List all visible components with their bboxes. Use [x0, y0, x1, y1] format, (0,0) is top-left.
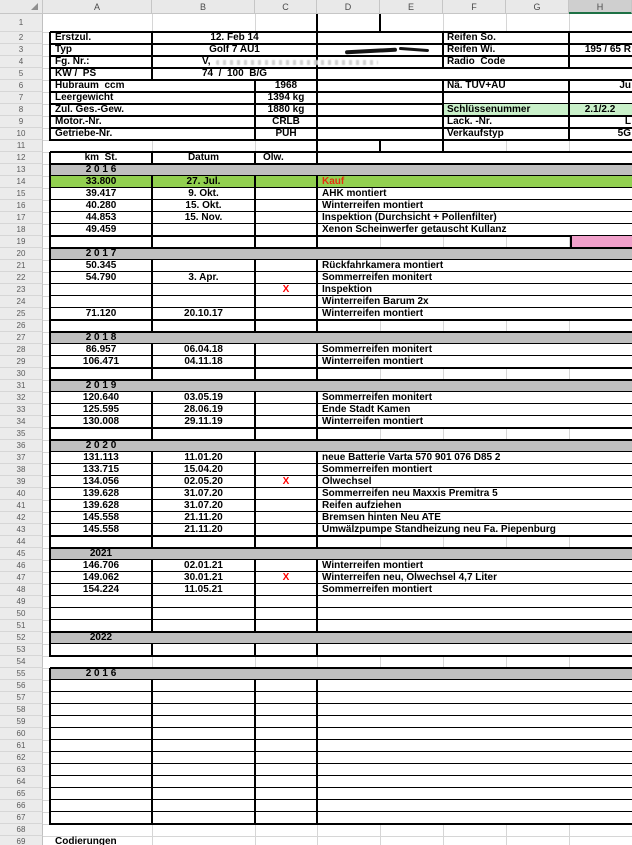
- info-value-r5[interactable]: 74 / 100 B/G: [201, 67, 268, 79]
- cell-date-r42[interactable]: 21.11.20: [184, 511, 223, 523]
- cell-date-r15[interactable]: 9. Okt.: [188, 187, 219, 199]
- cell-km-r39[interactable]: 134.056: [82, 475, 120, 487]
- cell-desc-r41[interactable]: Reifen aufziehen: [322, 499, 402, 511]
- cell-desc-r23[interactable]: Inspektion: [322, 283, 373, 295]
- row-header-19[interactable]: 19: [0, 236, 43, 248]
- row-header-31[interactable]: 31: [0, 380, 43, 392]
- cell-date-r32[interactable]: 03.05.19: [184, 391, 223, 403]
- row-header-14[interactable]: 14: [0, 176, 43, 188]
- row-header-46[interactable]: 46: [0, 560, 43, 572]
- cell-oil-r47[interactable]: X: [282, 571, 290, 583]
- year-label-r55[interactable]: 2 0 1 6: [85, 667, 117, 679]
- row-header-59[interactable]: 59: [0, 716, 43, 728]
- row-header-49[interactable]: 49: [0, 596, 43, 608]
- row-header-36[interactable]: 36: [0, 440, 43, 452]
- cell-km-r42[interactable]: 145.558: [82, 511, 120, 523]
- cell-oil-r39[interactable]: X: [282, 475, 290, 487]
- year-label-r13[interactable]: 2 0 1 6: [85, 163, 117, 175]
- cell-date-r47[interactable]: 30.01.21: [184, 571, 223, 583]
- cell-km-r34[interactable]: 130.008: [82, 415, 120, 427]
- row-header-68[interactable]: 68: [0, 824, 43, 836]
- year-label-r52[interactable]: 2022: [89, 631, 113, 643]
- row-header-44[interactable]: 44: [0, 536, 43, 548]
- cell-date-r28[interactable]: 06.04.18: [184, 343, 223, 355]
- cell-desc-r15[interactable]: AHK montiert: [322, 187, 387, 199]
- info-value-r4[interactable]: V,: [202, 55, 211, 67]
- cell-desc-r21[interactable]: Rückfahrkamera montiert: [322, 259, 444, 271]
- row-header-7[interactable]: 7: [0, 92, 43, 104]
- row-header-27[interactable]: 27: [0, 332, 43, 344]
- row-header-1[interactable]: 1: [0, 14, 43, 32]
- row-header-35[interactable]: 35: [0, 428, 43, 440]
- row-header-63[interactable]: 63: [0, 764, 43, 776]
- column-header-D[interactable]: D: [317, 0, 380, 14]
- info-rlabel-r6[interactable]: Nä. TÜV+AU: [447, 79, 506, 91]
- row-header-26[interactable]: 26: [0, 320, 43, 332]
- cell-desc-r48[interactable]: Sommerreifen montiert: [322, 583, 433, 595]
- info-value-r7[interactable]: 1394 kg: [267, 91, 305, 103]
- cell-km-r46[interactable]: 146.706: [82, 559, 120, 571]
- cell-km-r47[interactable]: 149.062: [82, 571, 120, 583]
- cell-date-r39[interactable]: 02.05.20: [184, 475, 223, 487]
- row-header-45[interactable]: 45: [0, 548, 43, 560]
- cell-desc-r17[interactable]: Inspektion (Durchsicht + Pollenfilter): [322, 211, 497, 223]
- table-border: [379, 14, 381, 33]
- row-header-38[interactable]: 38: [0, 464, 43, 476]
- row-header-6[interactable]: 6: [0, 80, 43, 92]
- info-rvalue-r6[interactable]: Ju: [619, 79, 631, 91]
- column-header-H[interactable]: H: [569, 0, 632, 14]
- cell-desc-r40[interactable]: Sommerreifen neu Maxxis Premitra 5: [322, 487, 498, 499]
- row-header-34[interactable]: 34: [0, 416, 43, 428]
- cell-date-r14[interactable]: 27. Jul.: [186, 175, 221, 187]
- table-border: [49, 128, 51, 141]
- cell-desc-r14[interactable]: Kauf: [322, 175, 345, 187]
- info-rlabel-r9[interactable]: Lack. -Nr.: [447, 115, 493, 127]
- row-header-48[interactable]: 48: [0, 584, 43, 596]
- cell-date-r29[interactable]: 04.11.18: [184, 355, 223, 367]
- row-header-12[interactable]: 12: [0, 152, 43, 164]
- cell-km-r32[interactable]: 120.640: [82, 391, 120, 403]
- log-header-oelw[interactable]: Ölw.: [263, 151, 284, 163]
- row-header-40[interactable]: 40: [0, 488, 43, 500]
- cell-km-r41[interactable]: 139.628: [82, 499, 120, 511]
- info-rvalue-r10[interactable]: 5G: [617, 127, 631, 139]
- row-header-8[interactable]: 8: [0, 104, 43, 116]
- info-label-r8[interactable]: Zul. Ges.-Gew.: [55, 103, 125, 115]
- cell-km-r40[interactable]: 139.628: [82, 487, 120, 499]
- table-border: [316, 14, 318, 33]
- cell-date-r22[interactable]: 3. Apr.: [188, 271, 219, 283]
- info-rlabel-r4[interactable]: Radio Code: [447, 55, 506, 67]
- info-value-r6[interactable]: 1968: [274, 79, 298, 91]
- cell-date-r37[interactable]: 11.01.20: [184, 451, 223, 463]
- row-header-13[interactable]: 13: [0, 164, 43, 176]
- row-header-5[interactable]: 5: [0, 68, 43, 80]
- row-header-20[interactable]: 20: [0, 248, 43, 260]
- row-header-18[interactable]: 18: [0, 224, 43, 236]
- info-rvalue-r9[interactable]: L: [624, 115, 631, 127]
- cell-km-r14[interactable]: 33.800: [85, 175, 117, 187]
- row-header-62[interactable]: 62: [0, 752, 43, 764]
- info-value-r8[interactable]: 1880 kg: [267, 103, 305, 115]
- table-border: [442, 56, 444, 69]
- cell-date-r38[interactable]: 15.04.20: [184, 463, 223, 475]
- row-header-54[interactable]: 54: [0, 656, 43, 668]
- row-header-30[interactable]: 30: [0, 368, 43, 380]
- log-header-km[interactable]: km St.: [84, 151, 118, 163]
- info-label-r3[interactable]: Typ: [55, 43, 73, 55]
- row-header-23[interactable]: 23: [0, 284, 43, 296]
- cell-km-r22[interactable]: 54.790: [85, 271, 117, 283]
- cell-date-r34[interactable]: 29.11.19: [184, 415, 223, 427]
- info-label-r6[interactable]: Hubraum ccm: [55, 79, 125, 91]
- info-rvalue-r3[interactable]: 195 / 65 R: [584, 43, 631, 55]
- column-header-E[interactable]: E: [380, 0, 443, 14]
- row-header-50[interactable]: 50: [0, 608, 43, 620]
- row-header-9[interactable]: 9: [0, 116, 43, 128]
- cell-date-r43[interactable]: 21.11.20: [184, 523, 223, 535]
- info-rvalue-r8[interactable]: 2.1/2.2: [584, 103, 616, 115]
- cell-km-r43[interactable]: 145.558: [82, 523, 120, 535]
- row-header-33[interactable]: 33: [0, 404, 43, 416]
- info-rlabel-r10[interactable]: Verkaufstyp: [447, 127, 504, 139]
- cell-km-r15[interactable]: 39.417: [85, 187, 117, 199]
- row-header-61[interactable]: 61: [0, 740, 43, 752]
- cell-km-r21[interactable]: 50.345: [85, 259, 117, 271]
- info-rlabel-r3[interactable]: Reifen Wi.: [447, 43, 496, 55]
- row-header-25[interactable]: 25: [0, 308, 43, 320]
- select-all-corner[interactable]: [0, 0, 43, 14]
- info-value-r10[interactable]: PUH: [275, 127, 297, 139]
- cell-desc-r46[interactable]: Winterreifen montiert: [322, 559, 424, 571]
- info-label-r7[interactable]: Leergewicht: [55, 91, 114, 103]
- row-header-37[interactable]: 37: [0, 452, 43, 464]
- row-header-2[interactable]: 2: [0, 32, 43, 44]
- info-value-r3[interactable]: Golf 7 AU1: [209, 43, 260, 55]
- year-label-r36[interactable]: 2 0 2 0: [85, 439, 117, 451]
- info-rlabel-r2[interactable]: Reifen So.: [447, 31, 496, 43]
- info-rlabel-r8[interactable]: Schlüssenummer: [447, 103, 531, 115]
- footer-label[interactable]: Codierungen: [55, 835, 117, 845]
- info-label-r10[interactable]: Getriebe-Nr.: [55, 127, 113, 139]
- redaction-smudge: [216, 60, 378, 65]
- row-header-65[interactable]: 65: [0, 788, 43, 800]
- cell-km-r33[interactable]: 125.595: [82, 403, 120, 415]
- cell-desc-r47[interactable]: Winterreifen neu, Ölwechsel 4,7 Liter: [322, 571, 497, 583]
- row-header-42[interactable]: 42: [0, 512, 43, 524]
- cell-date-r33[interactable]: 28.06.19: [184, 403, 223, 415]
- info-value-r2[interactable]: 12. Feb 14: [210, 31, 259, 43]
- cell-date-r41[interactable]: 31.07.20: [184, 499, 223, 511]
- table-border: [568, 56, 570, 69]
- row-header-47[interactable]: 47: [0, 572, 43, 584]
- select-all-triangle-icon: [31, 3, 38, 10]
- row-header-16[interactable]: 16: [0, 200, 43, 212]
- row-header-69[interactable]: 69: [0, 836, 43, 845]
- log-header-datum[interactable]: Datum: [187, 151, 220, 163]
- cell-desc-r28[interactable]: Sommerreifen monitert: [322, 343, 433, 355]
- cell-km-r38[interactable]: 133.715: [82, 463, 120, 475]
- cell-km-r29[interactable]: 106.471: [82, 355, 120, 367]
- table-border: [50, 823, 632, 825]
- year-label-r45[interactable]: 2021: [89, 547, 113, 559]
- row-header-53[interactable]: 53: [0, 644, 43, 656]
- cell-km-r48[interactable]: 154.224: [82, 583, 120, 595]
- cell-oil-r23[interactable]: X: [282, 283, 290, 295]
- info-label-r9[interactable]: Motor.-Nr.: [55, 115, 102, 127]
- cell-km-r28[interactable]: 86.957: [85, 343, 117, 355]
- info-value-r9[interactable]: CRLB: [272, 115, 300, 127]
- row-header-29[interactable]: 29: [0, 356, 43, 368]
- year-label-r31[interactable]: 2 0 1 9: [85, 379, 117, 391]
- info-label-r2[interactable]: Erstzul.: [55, 31, 92, 43]
- row-header-64[interactable]: 64: [0, 776, 43, 788]
- cell-date-r48[interactable]: 11.05.21: [184, 583, 223, 595]
- cell-desc-r43[interactable]: Umwälzpumpe Standheizung neu Fa. Piepenburg: [322, 523, 556, 535]
- column-header-G[interactable]: G: [506, 0, 569, 14]
- cell-pink-highlight[interactable]: [570, 236, 632, 247]
- cell-desc-r18[interactable]: Xenon Scheinwerfer getauscht Kullanz: [322, 223, 507, 235]
- cell-km-r25[interactable]: 71.120: [85, 307, 117, 319]
- row-header-3[interactable]: 3: [0, 44, 43, 56]
- row-header-43[interactable]: 43: [0, 524, 43, 536]
- row-header-11[interactable]: 11: [0, 140, 43, 152]
- column-header-C[interactable]: C: [255, 0, 317, 14]
- row-header-56[interactable]: 56: [0, 680, 43, 692]
- year-label-r27[interactable]: 2 0 1 8: [85, 331, 117, 343]
- cell-desc-r39[interactable]: Ölwechsel: [322, 475, 372, 487]
- row-header-15[interactable]: 15: [0, 188, 43, 200]
- cell-desc-r25[interactable]: Winterreifen montiert: [322, 307, 424, 319]
- row-header-10[interactable]: 10: [0, 128, 43, 140]
- column-header-F[interactable]: F: [443, 0, 506, 14]
- cell-km-r37[interactable]: 131.113: [83, 451, 119, 463]
- cell-date-r16[interactable]: 15. Okt.: [185, 199, 222, 211]
- cell-desc-r24[interactable]: Winterreifen Barum 2x: [322, 295, 429, 307]
- row-header-41[interactable]: 41: [0, 500, 43, 512]
- cell-km-r16[interactable]: 40.280: [85, 199, 117, 211]
- cell-desc-r16[interactable]: Winterreifen montiert: [322, 199, 424, 211]
- cell-desc-r42[interactable]: Bremsen hinten Neu ATE: [322, 511, 441, 523]
- row-header-57[interactable]: 57: [0, 692, 43, 704]
- row-header-39[interactable]: 39: [0, 476, 43, 488]
- cell-desc-r34[interactable]: Winterreifen montiert: [322, 415, 424, 427]
- row-header-52[interactable]: 52: [0, 632, 43, 644]
- row-header-28[interactable]: 28: [0, 344, 43, 356]
- cell-desc-r37[interactable]: neue Batterie Varta 570 901 076 D85 2: [322, 451, 501, 463]
- row-header-32[interactable]: 32: [0, 392, 43, 404]
- row-header-60[interactable]: 60: [0, 728, 43, 740]
- cell-km-r18[interactable]: 49.459: [85, 223, 117, 235]
- info-label-r4[interactable]: Fg. Nr.:: [55, 55, 90, 67]
- table-border: [50, 655, 632, 657]
- row-header-4[interactable]: 4: [0, 56, 43, 68]
- cell-desc-r22[interactable]: Sommerreifen monitert: [322, 271, 433, 283]
- cell-date-r25[interactable]: 20.10.17: [184, 307, 223, 319]
- row-header-22[interactable]: 22: [0, 272, 43, 284]
- row-header-58[interactable]: 58: [0, 704, 43, 716]
- cell-date-r40[interactable]: 31.07.20: [184, 487, 223, 499]
- column-header-A[interactable]: A: [43, 0, 152, 14]
- cell-date-r46[interactable]: 02.01.21: [184, 559, 223, 571]
- cell-desc-r32[interactable]: Sommerreifen monitert: [322, 391, 433, 403]
- row-header-55[interactable]: 55: [0, 668, 43, 680]
- info-label-r5[interactable]: KW / PS: [55, 67, 97, 79]
- row-header-51[interactable]: 51: [0, 620, 43, 632]
- year-label-r20[interactable]: 2 0 1 7: [85, 247, 117, 259]
- row-header-66[interactable]: 66: [0, 800, 43, 812]
- row-header-17[interactable]: 17: [0, 212, 43, 224]
- column-header-B[interactable]: B: [152, 0, 255, 14]
- cell-desc-r29[interactable]: Winterreifen montiert: [322, 355, 424, 367]
- cell-desc-r33[interactable]: Ende Stadt Kamen: [322, 403, 411, 415]
- row-header-21[interactable]: 21: [0, 260, 43, 272]
- row-header-24[interactable]: 24: [0, 296, 43, 308]
- cell-desc-r38[interactable]: Sommerreifen montiert: [322, 463, 433, 475]
- cell-km-r17[interactable]: 44.853: [85, 211, 117, 223]
- row-header-67[interactable]: 67: [0, 812, 43, 824]
- cell-date-r17[interactable]: 15. Nov.: [184, 211, 223, 223]
